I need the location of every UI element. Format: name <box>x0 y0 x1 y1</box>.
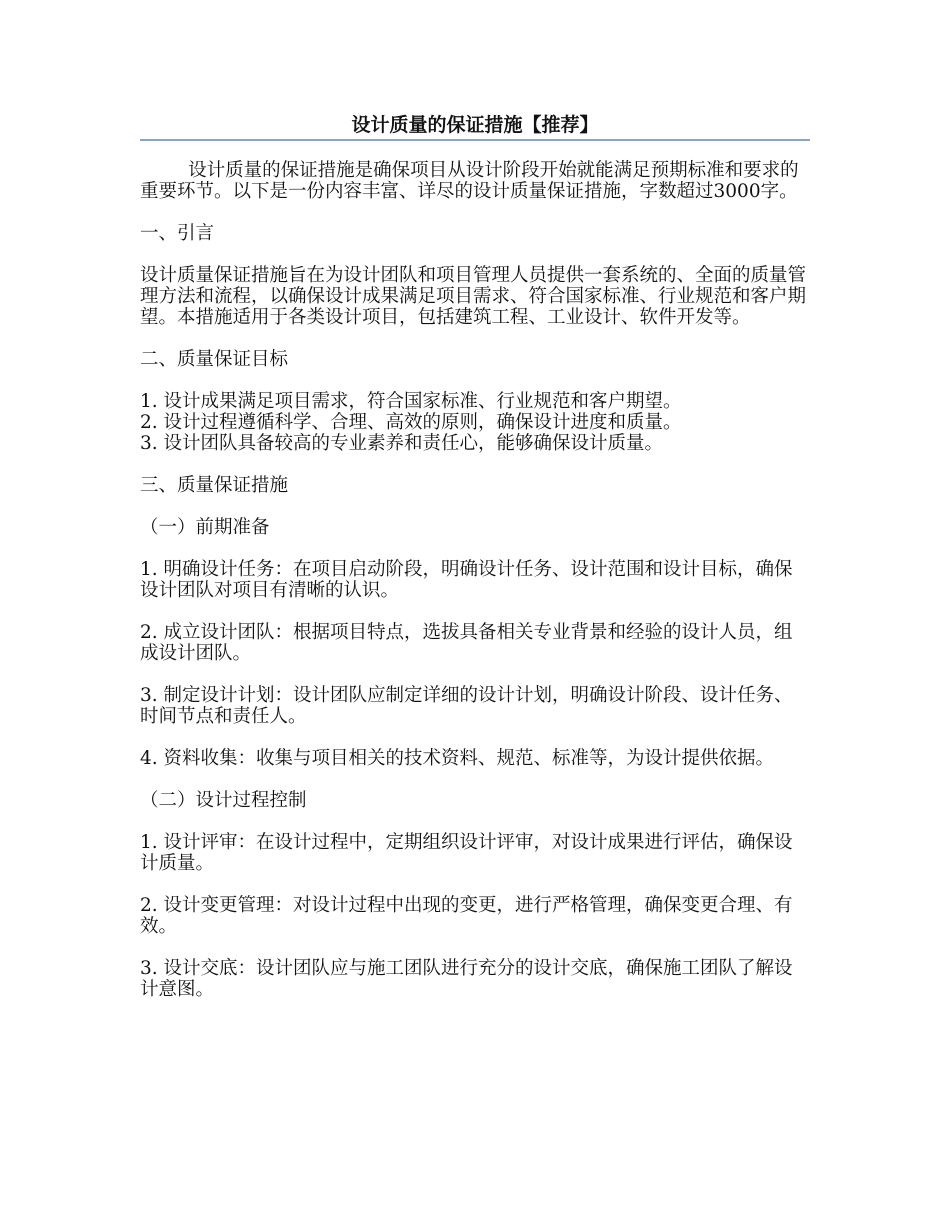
preparation-item: 1. 明确设计任务：在项目启动阶段，明确设计任务、设计范围和设计目标，确保设计团队对项目有清晰的认识。 <box>140 559 793 601</box>
process-control-item: 1. 设计评审：在设计过程中，定期组织设计评审，对设计成果进行评估，确保设计质量。 <box>140 832 793 874</box>
section-body-intro: 设计质量保证措施旨在为设计团队和项目管理人员提供一套系统的、全面的质量管理方法和流程，以确保设计成果满足项目需求、符合国家标准、行业规范和客户期望。本措施适用于各类设计项目，包括建筑工程、工业设计、软件开发等。 <box>140 265 807 328</box>
section-heading-goals: 二、质量保证目标 <box>140 349 289 370</box>
process-control-item: 2. 设计变更管理：对设计过程中出现的变更，进行严格管理，确保变更合理、有效。 <box>140 895 793 937</box>
subsection-heading-process-control: （二）设计过程控制 <box>140 790 307 811</box>
preparation-item: 2. 成立设计团队：根据项目特点，选拔具备相关专业背景和经验的设计人员，组成设计团队。 <box>140 622 793 664</box>
preparation-item: 4. 资料收集：收集与项目相关的技术资料、规范、标准等，为设计提供依据。 <box>140 748 775 769</box>
document-title: 设计质量的保证措施【推荐】 <box>351 114 599 136</box>
document-body <box>140 160 810 1021</box>
section-heading-intro: 一、引言 <box>140 223 215 244</box>
goals-list <box>140 391 810 454</box>
intro-paragraph: 设计质量的保证措施是确保项目从设计阶段开始就能满足预期标准和要求的重要环节。以下是一份内容丰富、详尽的设计质量保证措施，字数超过3000字。 <box>140 160 799 202</box>
subsection-heading-preparation: （一）前期准备 <box>140 517 270 538</box>
goal-item: 3. 设计团队具备较高的专业素养和责任心，能够确保设计质量。 <box>140 433 664 454</box>
goal-item: 2. 设计过程遵循科学、合理、高效的原则，确保设计进度和质量。 <box>140 412 682 433</box>
preparation-item: 3. 制定设计计划：设计团队应制定详细的设计计划，明确设计阶段、设计任务、时间节点和责任人。 <box>140 685 793 727</box>
process-control-item: 3. 设计交底：设计团队应与施工团队进行充分的设计交底，确保施工团队了解设计意图。 <box>140 958 793 1000</box>
title-underline <box>140 139 810 141</box>
goal-item: 1. 设计成果满足项目需求，符合国家标准、行业规范和客户期望。 <box>140 391 682 412</box>
section-heading-measures: 三、质量保证措施 <box>140 475 289 496</box>
